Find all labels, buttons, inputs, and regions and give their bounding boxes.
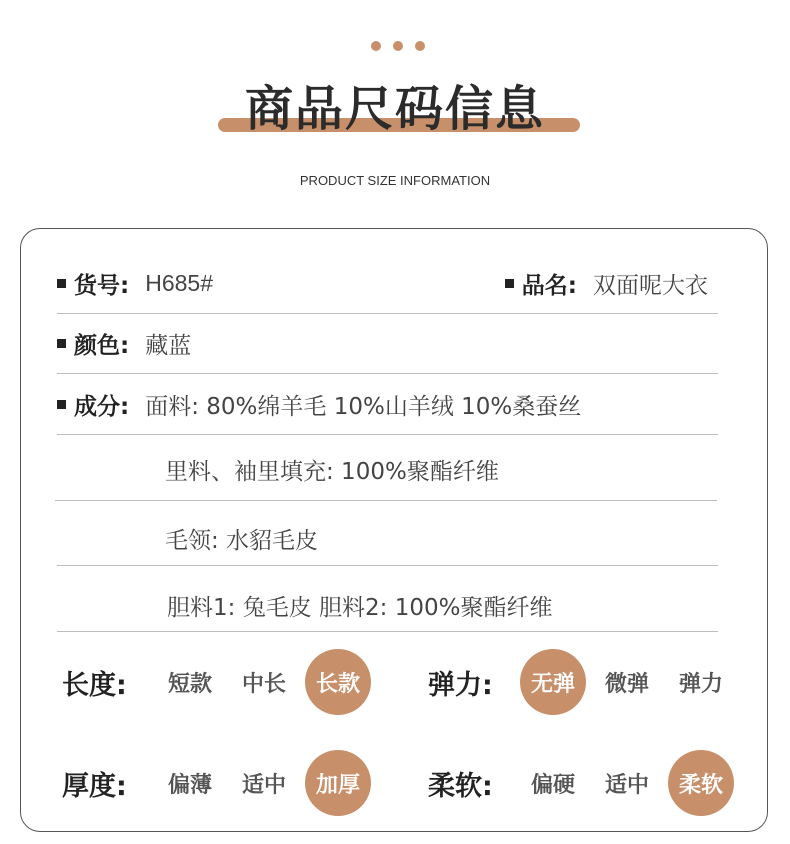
composition-line: 毛领: 水貂毛皮 xyxy=(165,527,319,554)
option-short: 短款 xyxy=(167,671,212,697)
option-soft-selected: 柔软 xyxy=(668,750,734,816)
option-medium: 适中 xyxy=(241,772,286,798)
color-label: 颜色: xyxy=(74,332,130,359)
divider xyxy=(55,500,717,501)
option-mid: 中长 xyxy=(241,671,286,697)
divider xyxy=(57,373,718,374)
attr-label: 弹力: xyxy=(428,669,493,701)
item-no-label: 货号: xyxy=(74,272,130,299)
dot xyxy=(393,41,403,51)
name-value: 双面呢大衣 xyxy=(593,272,708,299)
divider xyxy=(57,565,718,566)
attr-length xyxy=(62,649,379,715)
bullet-square-icon xyxy=(57,400,66,409)
page-subtitle: PRODUCT SIZE INFORMATION xyxy=(299,173,491,188)
bullet-square-icon xyxy=(57,279,66,288)
option-medium: 适中 xyxy=(604,772,649,798)
option-slight-stretch: 微弹 xyxy=(604,671,649,697)
attr-elasticity xyxy=(428,649,742,715)
decorative-dots xyxy=(371,41,425,51)
option-hard: 偏硬 xyxy=(530,772,575,798)
divider xyxy=(57,313,718,314)
bullet-square-icon xyxy=(505,279,514,288)
option-long-selected: 长款 xyxy=(305,649,371,715)
option-thin: 偏薄 xyxy=(167,772,212,798)
attr-label: 长度: xyxy=(62,669,127,701)
row-composition-4 xyxy=(167,588,707,622)
page-title: 商品尺码信息 xyxy=(244,81,545,137)
composition-line: 里料、袖里填充: 100%聚酯纤维 xyxy=(165,458,499,485)
bullet-square-icon xyxy=(57,339,66,348)
attr-label: 柔软: xyxy=(428,770,493,802)
option-thick-selected: 加厚 xyxy=(305,750,371,816)
row-composition xyxy=(57,387,718,421)
attr-thickness xyxy=(62,750,379,816)
row-composition-2 xyxy=(165,452,705,486)
composition-line: 胆料1: 兔毛皮 胆料2: 100%聚酯纤维 xyxy=(167,594,553,621)
composition-line: 面料: 80%绵羊毛 10%山羊绒 10%桑蚕丝 xyxy=(145,393,582,420)
attr-label: 厚度: xyxy=(62,770,127,802)
row-item-name xyxy=(57,266,718,300)
option-stretch: 弹力 xyxy=(678,671,723,697)
dot xyxy=(371,41,381,51)
divider xyxy=(57,434,718,435)
composition-label: 成分: xyxy=(74,393,130,420)
name-label: 品名: xyxy=(521,272,577,299)
color-value: 藏蓝 xyxy=(145,332,192,359)
row-color xyxy=(57,326,718,360)
dot xyxy=(415,41,425,51)
item-no-value: H685# xyxy=(145,269,213,296)
divider xyxy=(57,631,718,632)
row-composition-3 xyxy=(165,521,705,555)
attr-softness xyxy=(428,750,742,816)
option-no-stretch-selected: 无弹 xyxy=(520,649,586,715)
